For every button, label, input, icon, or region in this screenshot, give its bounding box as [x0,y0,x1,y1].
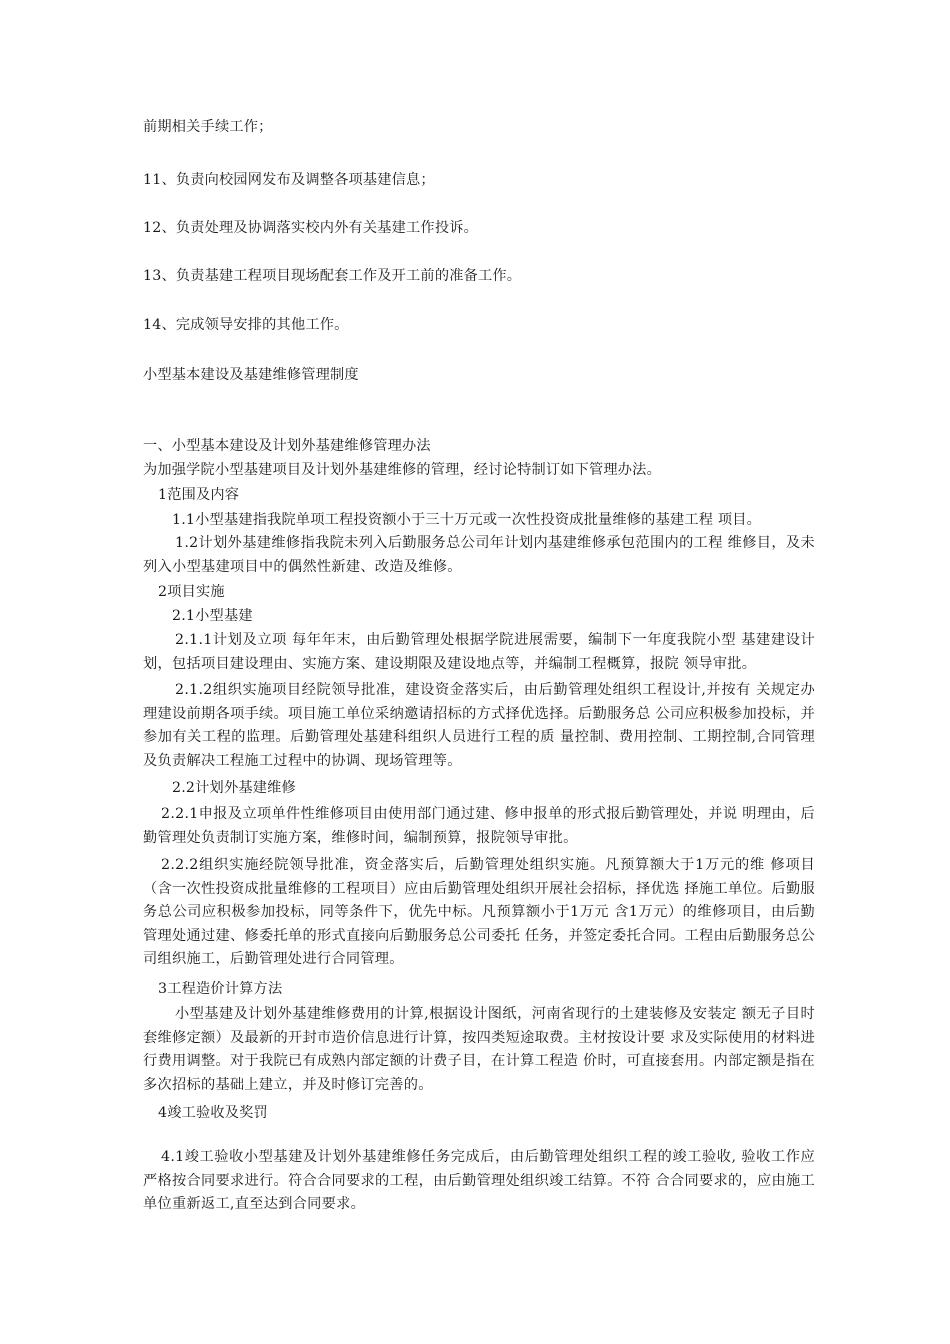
section-heading: 一、小型基本建设及计划外基建维修管理办法 [143,438,431,454]
document-title: 小型基本建设及基建维修管理制度 [143,367,359,383]
heading-2-1-small-construction: 2.1小型基建 [172,608,253,624]
cost-method-paragraph: 小型基建及计划外基建维修费用的计算,根据设计图纸，河南省现行的土建装修及安装定 额无子目时套维修定额）及最新的开封市造价信息进行计算，按四类短途取费。主材按设计要 求及实际使用的材料进行费用调整。对于我院已有成熟内部定额的计费子目，在计算工程造 价时，可直接套用。内部定额是指在多次招标的基础上建立，并及时修订完善的。 [143,1006,815,1093]
clause-1-2: 1.2计划外基建维修指我院未列入后勤服务总公司年计划内基建维修承包范围内的工程 维修目，及未列入小型基建项目中的偶然性新建、改造及维修。 [143,535,815,575]
heading-4-acceptance: 4竣工验收及奖罚 [158,1105,268,1121]
list-item-11: 11、负责向校园网发布及调整各项基建信息； [143,172,435,188]
clause-2-1-1: 2.1.1计划及立项 每年年末，由后勤管理处根据学院进展需要，编制下一年度我院小型 基建建设计划，包括项目建设理由、实施方案、建设期限及建设地点等，并编制工程概算，报院 领导审批。 [143,632,815,672]
intro-paragraph: 为加强学院小型基建项目及计划外基建维修的管理，经讨论特制订如下管理办法。 [143,462,661,478]
clause-1-1: 1.1小型基建指我院单项工程投资额小于三十万元或一次性投资成批量维修的基建工程 项目。 [172,512,761,528]
list-item-12: 12、负责处理及协调落实校内外有关基建工作投诉。 [143,220,478,236]
clause-2-1-2: 2.1.2组织实施项目经院领导批准，建设资金落实后，由后勤管理处组织工程设计,并按有 关规定办 理建设前期各项手续。项目施工单位采纳邀请招标的方式择优选择。后勤服务总 公司应积极参加投标，并参加有关工程的监理。后勤管理处基建科组织人员进行工程的质 量控制、费用控制、工期控制,合同管理及负责解决工程施工过程中的协调、现场管理等。 [143,682,815,769]
heading-1-scope: 1范围及内容 [158,487,240,503]
heading-3-cost-method: 3工程造价计算方法 [158,981,283,997]
list-item-13: 13、负责基建工程项目现场配套工作及开工前的准备工作。 [143,268,522,284]
heading-2-implementation: 2项目实施 [158,584,225,600]
text-line-prior-procedures: 前期相关手续工作； [143,119,273,135]
clause-2-2-2: 2.2.2组织实施经院领导批准，资金落实后，后勤管理处组织实施。凡预算额大于1万元的维 修项目（含一次性投资成批量维修的工程项目）应由后勤管理处组织开展社会招标，择优选 择施工单位。后勤服务总公司应积极参加投标，同等条件下，优先中标。凡预算额小于1万元 含1万元）的维修项目，由后勤管理处通过建、修委托单的形式直接向后勤服务总公司委托 任务，并签定委托合同。工程由后勤服务总公司组织施工，后勤管理处进行合同管理。 [143,857,815,967]
clause-2-2-1: 2.2.1申报及立项单件性维修项目由使用部门通过建、修申报单的形式报后勤管理处，并说 明理由，后勤管理处负责制订实施方案，维修时间，编制预算，报院领导审批。 [143,806,815,846]
heading-2-2-unplanned-maintenance: 2.2计划外基建维修 [172,780,296,796]
list-item-14: 14、完成领导安排的其他工作。 [143,317,349,333]
clause-4-1: 4.1竣工验收小型基建及计划外基建维修任务完成后，由后勤管理处组织工程的竣工验收, 验收工作应严格按合同要求进行。符合合同要求的工程，由后勤管理处组织竣工结算。不符 合合同要求的，应由施工单位重新返工,直至达到合同要求。 [143,1149,815,1212]
